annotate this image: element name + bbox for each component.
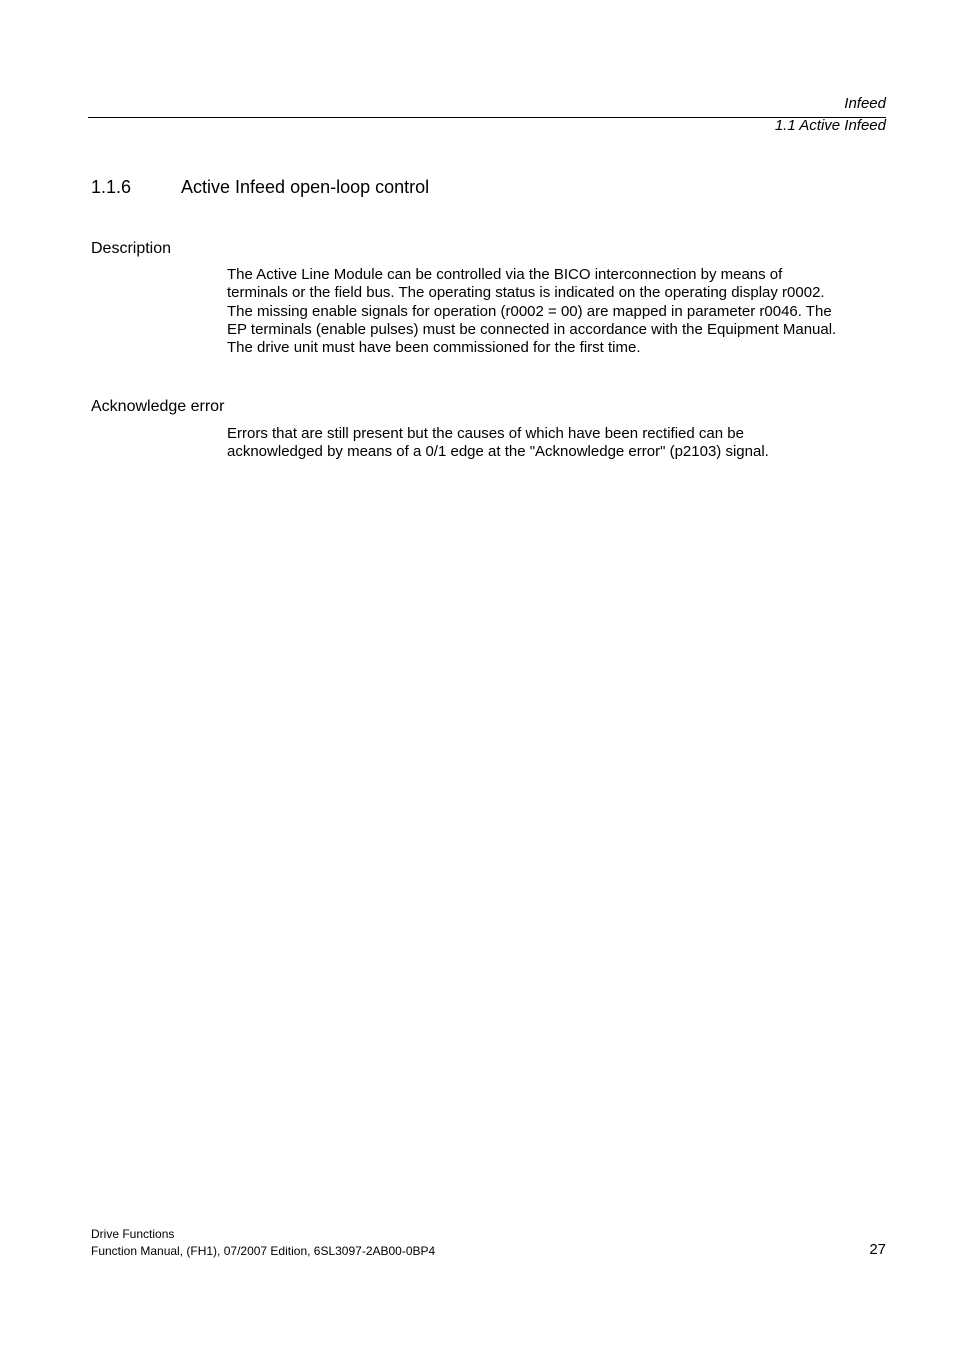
description-heading: Description — [91, 240, 172, 257]
footer-edition-info: Function Manual, (FH1), 07/2007 Edition, 6SL3097-2AB00-0BP4 — [91, 1244, 436, 1258]
acknowledge-line: acknowledged by means of a 0/1 edge at the "Acknowledge error" (p2103) signal. — [227, 443, 769, 461]
page-number: 27 — [869, 1241, 886, 1258]
running-header-chapter: Infeed — [844, 95, 886, 112]
header-rule — [88, 117, 886, 118]
description-line: The Active Line Module can be controlled via the BICO interconnection by means of — [227, 266, 783, 283]
section-number: 1.1.6 — [91, 177, 132, 197]
description-line: terminals or the field bus. The operating status is indicated on the operating display r0002. — [227, 284, 825, 302]
acknowledge-line: Errors that are still present but the causes of which have been rectified can be — [227, 425, 744, 442]
description-line: The missing enable signals for operation (r0002 = 00) are mapped in parameter r0046. The — [227, 302, 832, 320]
section-title: Active Infeed open-loop control — [181, 177, 430, 197]
description-line: EP terminals (enable pulses) must be connected in accordance with the Equipment Manual. — [227, 320, 837, 338]
section-heading — [91, 177, 429, 198]
acknowledge-error-paragraph — [227, 425, 892, 462]
running-header-section: 1.1 Active Infeed — [774, 117, 886, 134]
footer-document-title: Drive Functions — [91, 1227, 175, 1241]
description-line: The drive unit must have been commissioned for the first time. — [227, 339, 641, 357]
acknowledge-error-heading: Acknowledge error — [91, 398, 225, 415]
description-paragraph — [227, 266, 892, 357]
